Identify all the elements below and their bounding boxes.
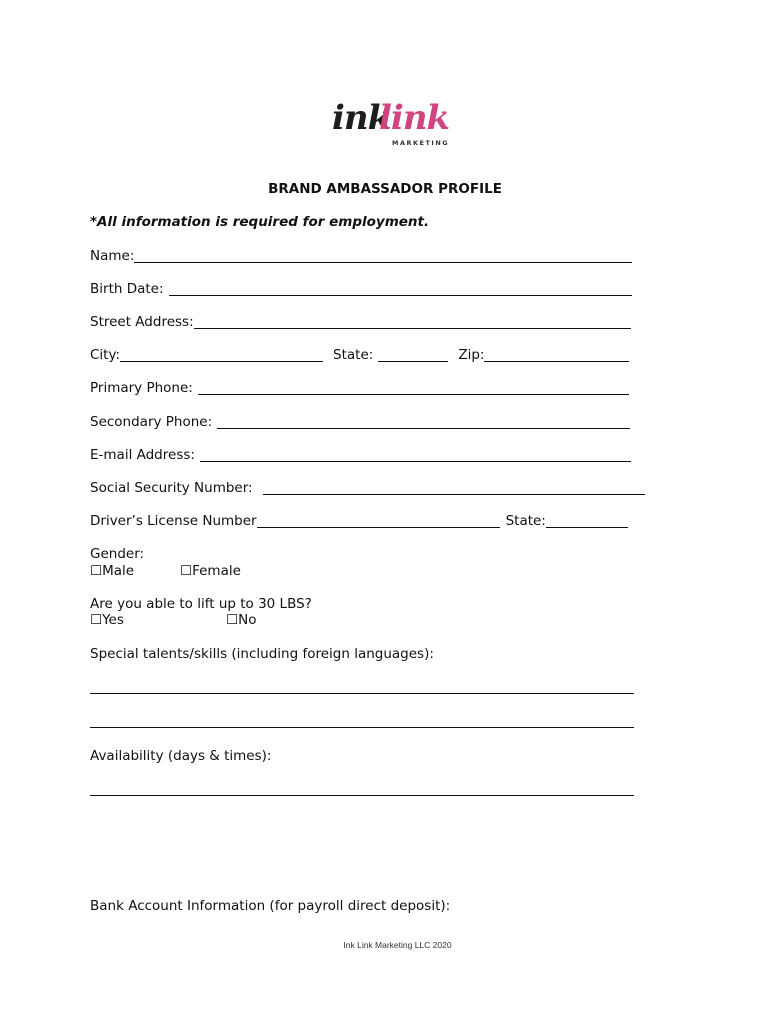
primary-phone-field[interactable] bbox=[198, 380, 629, 395]
talents-label: Special talents/skills (including foreign languages): bbox=[90, 646, 434, 662]
male-checkbox[interactable]: ☐Male bbox=[90, 563, 135, 579]
name-row bbox=[90, 247, 632, 265]
talents-row bbox=[90, 645, 434, 663]
logo-word-link: link bbox=[379, 98, 450, 138]
birth-date-label: Birth Date: bbox=[90, 281, 164, 297]
primary-phone-label: Primary Phone: bbox=[90, 380, 193, 396]
yes-checkbox[interactable]: ☐Yes bbox=[90, 612, 124, 628]
form-title: BRAND AMBASSADOR PROFILE bbox=[268, 181, 502, 197]
license-label: Driver’s License Number bbox=[90, 513, 257, 529]
email-row bbox=[90, 446, 631, 464]
ssn-row bbox=[90, 479, 645, 497]
city-field[interactable] bbox=[120, 347, 323, 362]
inklink-logo bbox=[332, 98, 456, 156]
zip-field[interactable] bbox=[484, 347, 629, 362]
gender-label: Gender: bbox=[90, 546, 145, 562]
required-note: *All information is required for employment. bbox=[90, 214, 430, 230]
secondary-phone-label: Secondary Phone: bbox=[90, 414, 213, 430]
birth-date-row bbox=[90, 280, 632, 298]
state-label: State: bbox=[333, 347, 374, 363]
name-field[interactable] bbox=[134, 248, 632, 263]
logo-word-ink: ink bbox=[332, 98, 391, 138]
state-field[interactable] bbox=[378, 347, 448, 362]
zip-label: Zip: bbox=[458, 347, 485, 363]
talents-line-2[interactable] bbox=[90, 727, 634, 728]
city-label: City: bbox=[90, 347, 121, 363]
page-footer: Ink Link Marketing LLC 2020 bbox=[343, 940, 452, 950]
license-field[interactable] bbox=[257, 513, 500, 528]
birth-date-field[interactable] bbox=[169, 281, 632, 296]
secondary-phone-field[interactable] bbox=[217, 414, 630, 429]
logo-subtitle: MARKETING bbox=[392, 139, 450, 147]
street-row bbox=[90, 313, 631, 331]
lift-options-row bbox=[90, 611, 256, 629]
availability-line[interactable] bbox=[90, 795, 634, 796]
secondary-phone-row bbox=[90, 413, 630, 431]
female-checkbox[interactable]: ☐Female bbox=[180, 563, 241, 579]
gender-options-row bbox=[90, 562, 241, 580]
license-state-field[interactable] bbox=[546, 513, 628, 528]
license-state-label: State: bbox=[505, 513, 546, 529]
gender-label-row bbox=[90, 545, 144, 563]
no-checkbox[interactable]: ☐No bbox=[226, 612, 257, 628]
primary-phone-row bbox=[90, 379, 629, 397]
street-label: Street Address: bbox=[90, 314, 194, 330]
city-state-zip-row bbox=[90, 346, 629, 364]
email-label: E-mail Address: bbox=[90, 447, 195, 463]
license-row bbox=[90, 512, 628, 530]
name-label: Name: bbox=[90, 248, 135, 264]
email-field[interactable] bbox=[200, 447, 631, 462]
bank-label: Bank Account Information (for payroll direct deposit): bbox=[90, 898, 451, 914]
availability-label: Availability (days & times): bbox=[90, 748, 272, 764]
talents-line-1[interactable] bbox=[90, 693, 634, 694]
street-field[interactable] bbox=[194, 314, 631, 329]
lift-question: Are you able to lift up to 30 LBS? bbox=[90, 596, 312, 612]
bank-row bbox=[90, 897, 450, 915]
ssn-label: Social Security Number: bbox=[90, 480, 253, 496]
ssn-field[interactable] bbox=[263, 480, 645, 495]
availability-row bbox=[90, 747, 271, 765]
